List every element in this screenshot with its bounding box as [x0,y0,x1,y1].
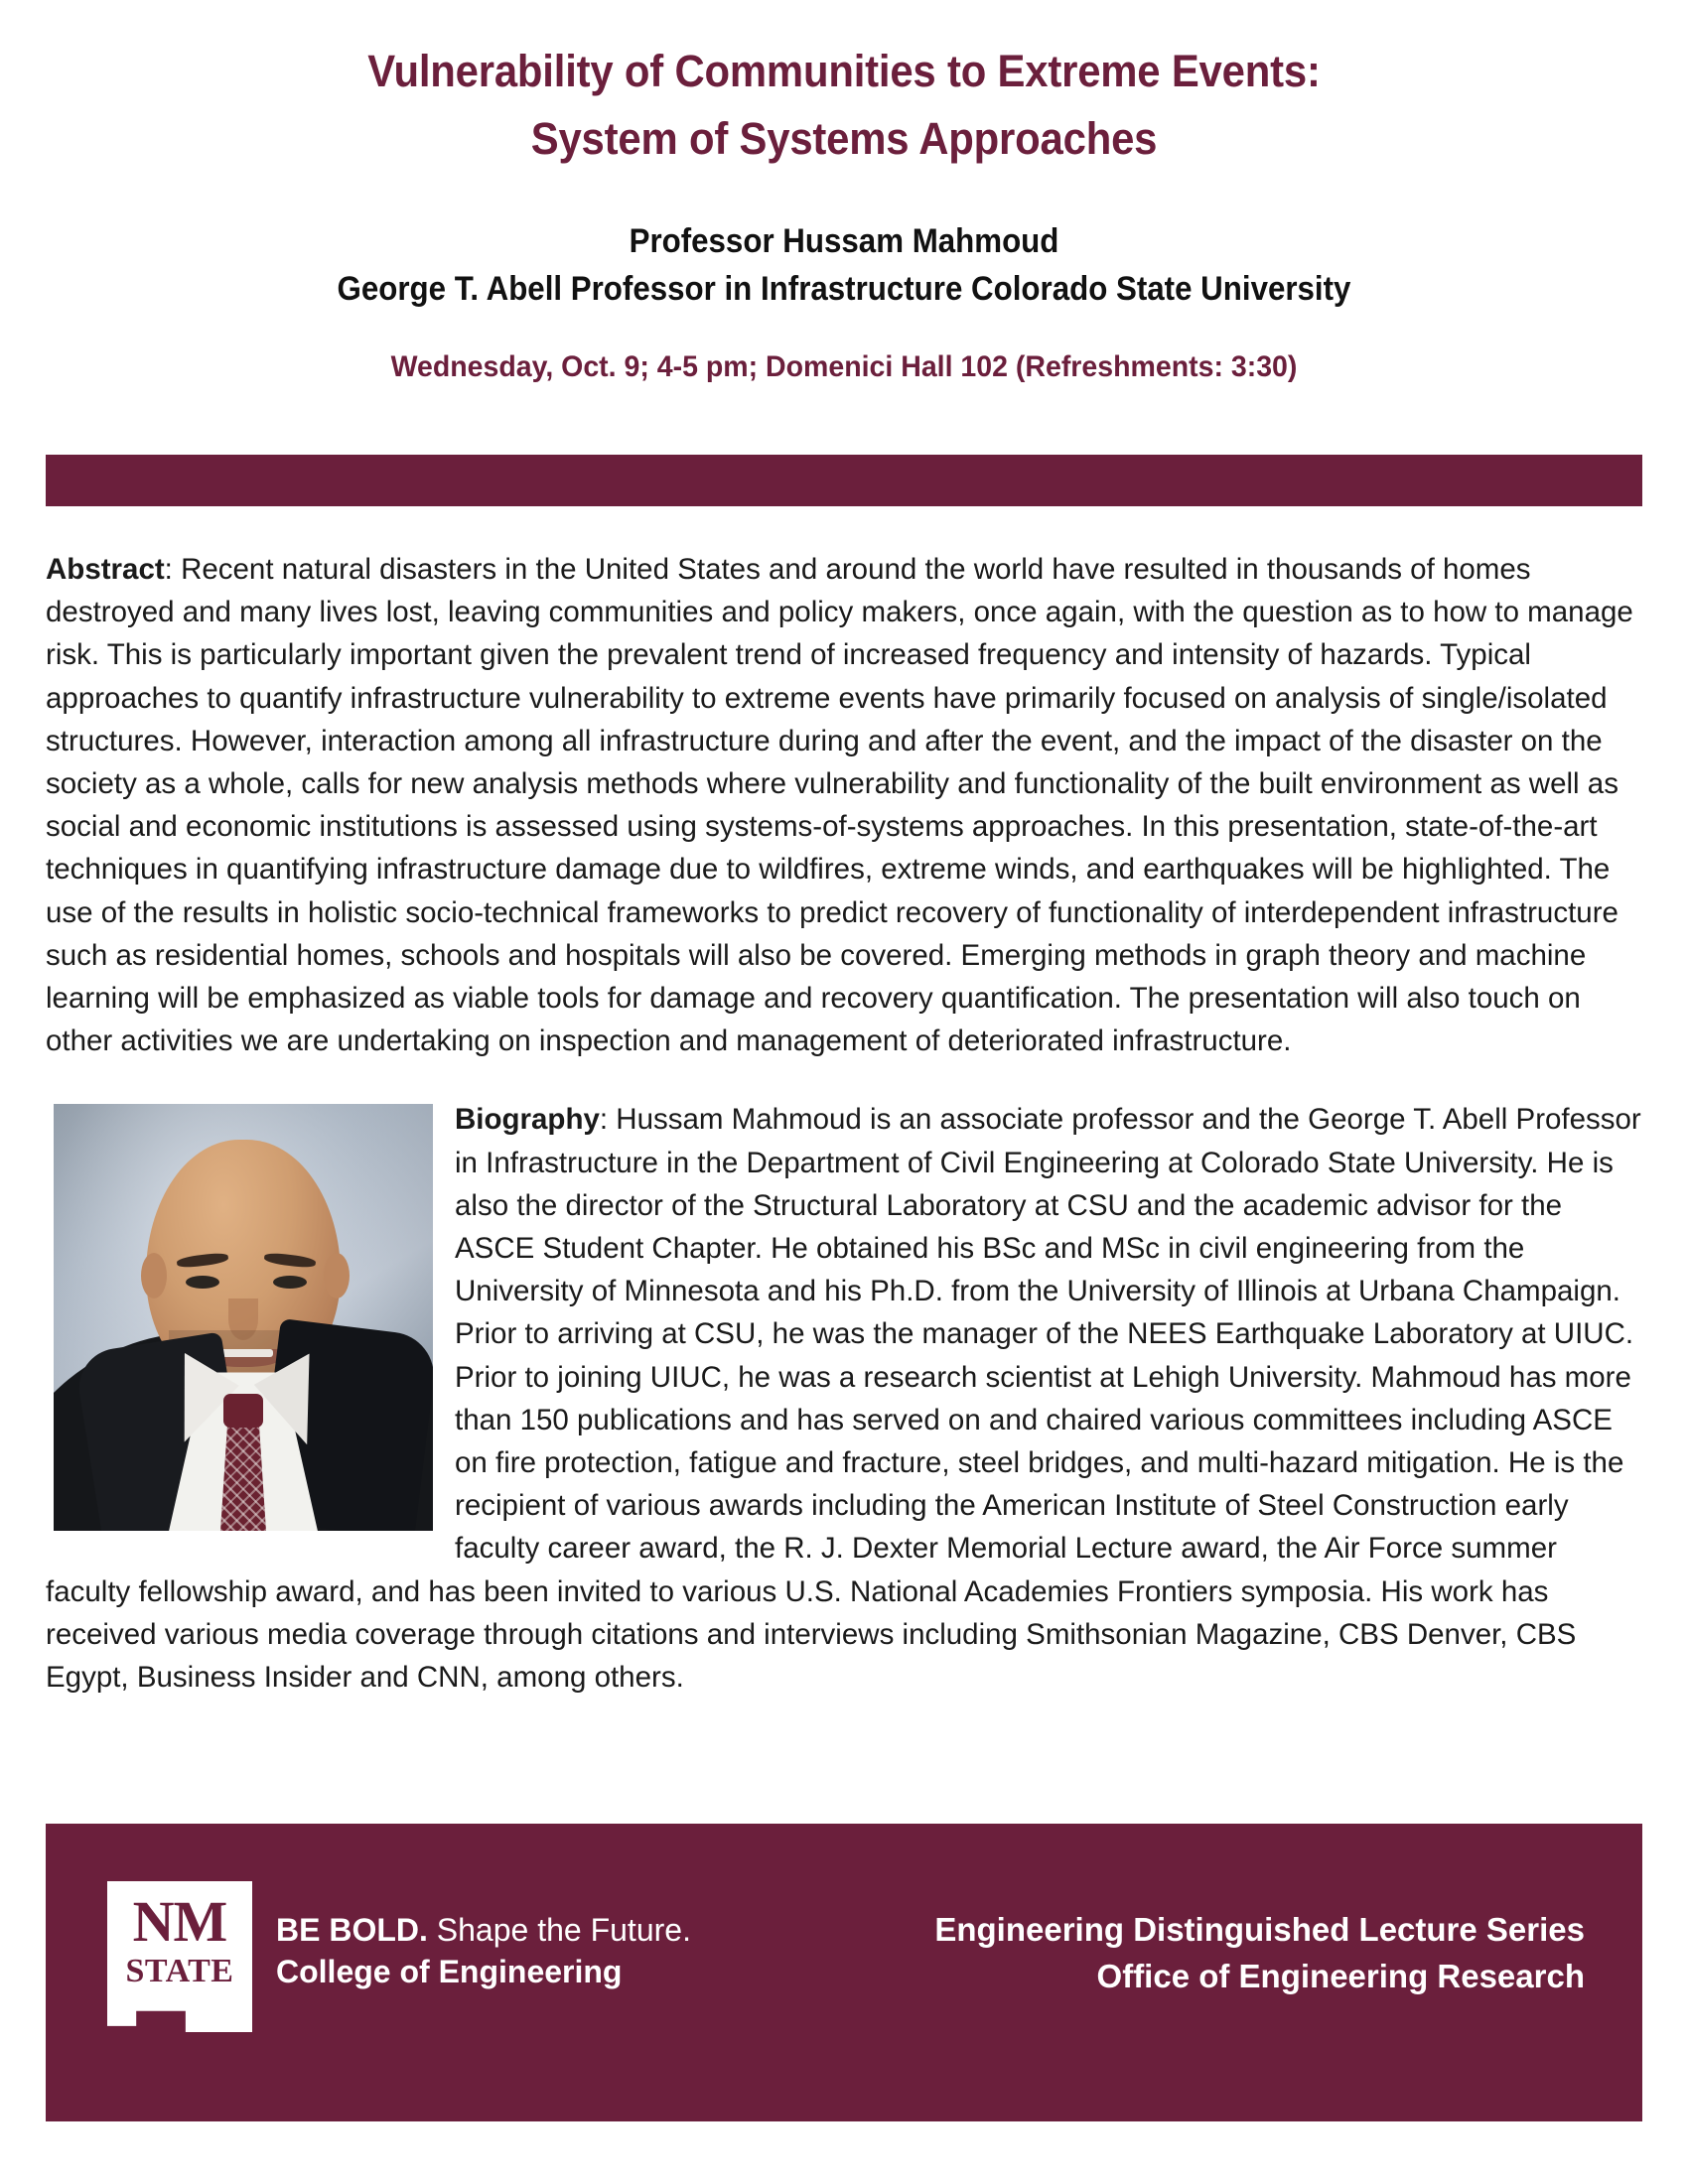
tagline-rest-text: Shape the Future. [427,1912,691,1948]
footer-inner [46,1824,1642,2121]
page-title-line-1: Vulnerability of Communities to Extreme Events: [367,46,1321,96]
abstract-paragraph [46,548,1644,1062]
flyer-body [46,548,1644,1699]
flyer-footer [46,1824,1642,2121]
series-line-1: Engineering Distinguished Lecture Series [934,1911,1585,1948]
tagline-bold-text: BE BOLD. [276,1912,428,1948]
footer-tagline [276,1909,691,1992]
page-title-line-2: System of Systems Approaches [530,113,1158,165]
speaker-portrait-image [54,1104,433,1531]
flyer-header [0,0,1688,384]
necktie-knot [223,1394,263,1428]
abstract-text: : Recent natural disasters in the United States and around the world have resulted in thousands of homes destroyed and many lives lost, leaving communities and policy makers, once again, with the question as to how to manage risk. This is particularly important given the prevalent trend of increased frequency and intensity of hazards. Typical approaches to quantify infrastructure vulnerability to extreme events have primarily focused on analysis of single/isolated structures. However, interaction among all infrastructure during and after the event, and the impact of the disaster on the society as a whole, calls for new analysis methods where vulnerability and functionality of the built environment as well as social and economic institutions is assessed using systems-of-systems approaches. In this presentation, state-of-the-art techniques in quantifying infrastructure damage due to wildfires, extreme winds, and earthquakes will be highlighted. The use of the results in holistic socio-technical frameworks to predict recovery of functionality of interdependent infrastructure such as residential homes, schools and hospitals will also be covered. Emerging methods in graph theory and machine learning will be emphasized as viable tools for damage and recovery quantification. The presentation will also touch on other activities we are undertaking on inspection and management of deteriorated infrastructure. [46,553,1633,1058]
biography-text: : Hussam Mahmoud is an associate professor and the George T. Abell Professor in Infrastructure in the Department of Civil Engineering at Colorado State University. He is also the director of the Structural Laboratory at CSU and the academic advisor for the ASCE Student Chapter. He obtained his BSc and MSc in civil engineering from the University of Minnesota and his Ph.D. from the University of Illinois at Urbana Champaign. Prior to arriving at CSU, he was the manager of the NEES Earthquake Laboratory at UIUC. Prior to joining UIUC, he was a research scientist at Lehigh University. Mahmoud has more than 150 publications and has served on and chaired various committees including ASCE on fire protection, fatigue and fracture, steel bridges, and multi-hazard mitigation. He is the recipient of various awards including the American Institute of Steel Construction early faculty career award, the R. J. Dexter Memorial Lecture award, the Air Force summer faculty fellowship award, and has been invited to various U.S. National Academies Frontiers symposia. His work has received various media coverage through citations and interviews including Smithsonian Magazine, CBS Denver, CBS Egypt, Business Insider and CNN, among others. [46,1103,1641,1695]
necktie-shape [220,1420,266,1531]
speaker-name: Professor Hussam Mahmoud [629,221,1059,260]
biography-section [46,1098,1644,1699]
nmsu-logo [107,1881,252,2032]
college-name: College of Engineering [276,1954,623,1990]
lecture-series-info [934,1907,1585,2000]
tagline-line-1 [276,1909,691,1951]
event-details: Wednesday, Oct. 9; 4-5 pm; Domenici Hall 102 (Refreshments: 3:30) [390,349,1298,383]
series-line-2: Office of Engineering Research [1096,1957,1585,1994]
biography-label: Biography [455,1103,600,1137]
speaker-affiliation: George T. Abell Professor in Infrastructure Colorado State University [337,269,1351,308]
divider-bar [46,455,1642,506]
abstract-label: Abstract [46,553,165,586]
nmsu-logo-nm-text: NM [132,1889,227,1954]
nmsu-logo-state-text: STATE [125,1953,234,1989]
